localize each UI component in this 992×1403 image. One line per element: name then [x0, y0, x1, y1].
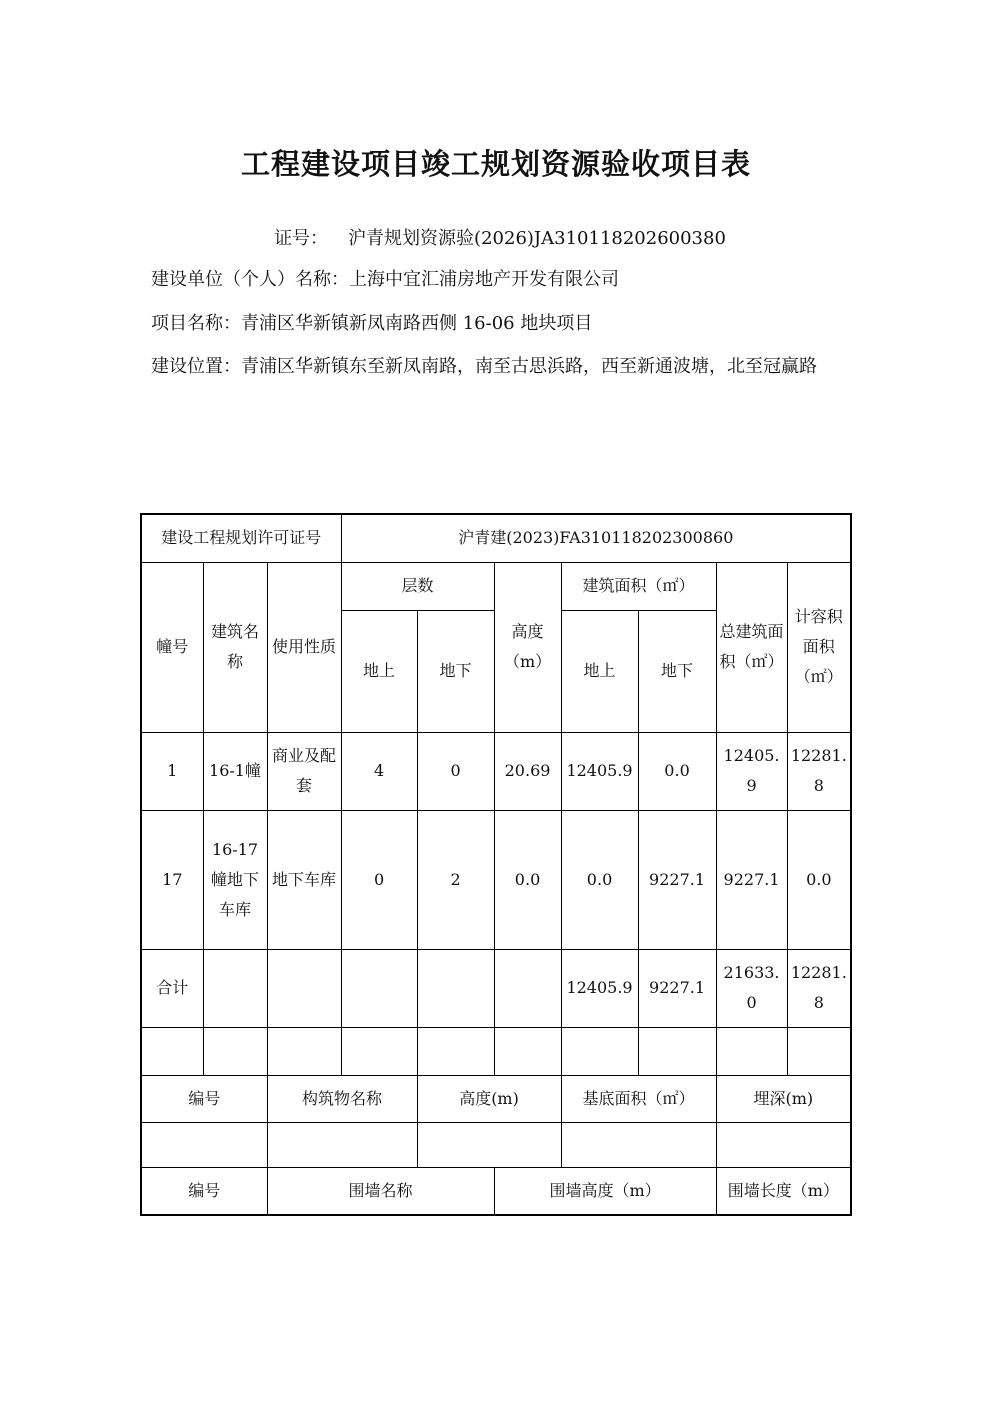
structure-header-row [141, 1075, 851, 1122]
structure-header-no: 编号 [141, 1075, 267, 1122]
structure-header-depth: 埋深(m) [716, 1075, 851, 1122]
empty-cell [267, 1027, 341, 1075]
permit-value: 沪青建(2023)FA310118202300860 [341, 514, 851, 562]
cell-height: 0.0 [494, 810, 561, 949]
empty-cell [141, 1027, 203, 1075]
structure-header-base-area: 基底面积（㎡） [561, 1075, 716, 1122]
total-row [141, 949, 851, 1027]
empty-cell [267, 949, 341, 1027]
cell-area-below: 9227.1 [638, 810, 716, 949]
total-area-below: 9227.1 [638, 949, 716, 1027]
cell-usage: 商业及配套 [267, 732, 341, 810]
header-area-below: 地下 [638, 610, 716, 732]
construction-location: 建设位置：青浦区华新镇东至新凤南路，南至古思浜路，西至新通波塘，北至冠赢路 [151, 356, 817, 377]
empty-cell [141, 1122, 267, 1167]
empty-cell [561, 1027, 638, 1075]
header-area: 建筑面积（㎡） [561, 562, 716, 610]
construction-unit: 建设单位（个人）名称：上海中宜汇浦房地产开发有限公司 [151, 269, 619, 290]
header-building-no: 幢号 [141, 562, 203, 732]
cell-no: 1 [141, 732, 203, 810]
header-row [141, 562, 851, 610]
empty-cell [417, 1122, 561, 1167]
cell-far-area: 12281.8 [787, 732, 851, 810]
cell-no: 17 [141, 810, 203, 949]
empty-cell [787, 1027, 851, 1075]
empty-cell [716, 1027, 787, 1075]
empty-cell [561, 1122, 716, 1167]
empty-cell [267, 1122, 417, 1167]
project-name: 项目名称：青浦区华新镇新凤南路西侧 16-06 地块项目 [151, 313, 593, 334]
total-label: 合计 [141, 949, 203, 1027]
table-row [141, 732, 851, 810]
wall-header-length: 围墙长度（m） [716, 1167, 851, 1215]
empty-cell [203, 1027, 267, 1075]
cell-floors-below: 2 [417, 810, 494, 949]
certificate-value: 沪青规划资源验(2026)JA310118202600380 [348, 228, 726, 249]
header-area-above: 地上 [561, 610, 638, 732]
cell-area-above: 12405.9 [561, 732, 638, 810]
permit-row [141, 514, 851, 562]
total-total-area: 21633.0 [716, 949, 787, 1027]
total-area-above: 12405.9 [561, 949, 638, 1027]
empty-cell [341, 949, 417, 1027]
wall-header-height: 围墙高度（m） [494, 1167, 716, 1215]
total-far-area: 12281.8 [787, 949, 851, 1027]
permit-label: 建设工程规划许可证号 [141, 514, 341, 562]
structure-header-height: 高度(m) [417, 1075, 561, 1122]
header-far-area: 计容积面积（㎡） [787, 562, 851, 732]
wall-header-no: 编号 [141, 1167, 267, 1215]
header-building-name: 建筑名称 [203, 562, 267, 732]
cell-usage: 地下车库 [267, 810, 341, 949]
header-floors-above: 地上 [341, 610, 417, 732]
header-usage: 使用性质 [267, 562, 341, 732]
cell-floors-below: 0 [417, 732, 494, 810]
structure-header-name: 构筑物名称 [267, 1075, 417, 1122]
cell-floors-above: 4 [341, 732, 417, 810]
empty-cell [494, 949, 561, 1027]
structure-empty-row [141, 1122, 851, 1167]
wall-header-row [141, 1167, 851, 1215]
cell-floors-above: 0 [341, 810, 417, 949]
empty-cell [417, 949, 494, 1027]
cell-area-below: 0.0 [638, 732, 716, 810]
table-row [141, 810, 851, 949]
empty-cell [716, 1122, 851, 1167]
cell-height: 20.69 [494, 732, 561, 810]
wall-header-name: 围墙名称 [267, 1167, 494, 1215]
cell-name: 16-1幢 [203, 732, 267, 810]
empty-cell [638, 1027, 716, 1075]
empty-row [141, 1027, 851, 1075]
header-floors-below: 地下 [417, 610, 494, 732]
empty-cell [341, 1027, 417, 1075]
cell-far-area: 0.0 [787, 810, 851, 949]
cell-area-above: 0.0 [561, 810, 638, 949]
header-total-area: 总建筑面积（㎡） [716, 562, 787, 732]
cell-name: 16-17幢地下车库 [203, 810, 267, 949]
certificate-number [0, 224, 992, 250]
cell-total-area: 12405.9 [716, 732, 787, 810]
header-height: 高度（m） [494, 562, 561, 732]
cell-total-area: 9227.1 [716, 810, 787, 949]
empty-cell [203, 949, 267, 1027]
page-title: 工程建设项目竣工规划资源验收项目表 [240, 147, 751, 181]
certificate-label: 证号： [274, 228, 329, 249]
empty-cell [417, 1027, 494, 1075]
header-floors: 层数 [341, 562, 494, 610]
empty-cell [494, 1027, 561, 1075]
acceptance-table [140, 513, 852, 1216]
